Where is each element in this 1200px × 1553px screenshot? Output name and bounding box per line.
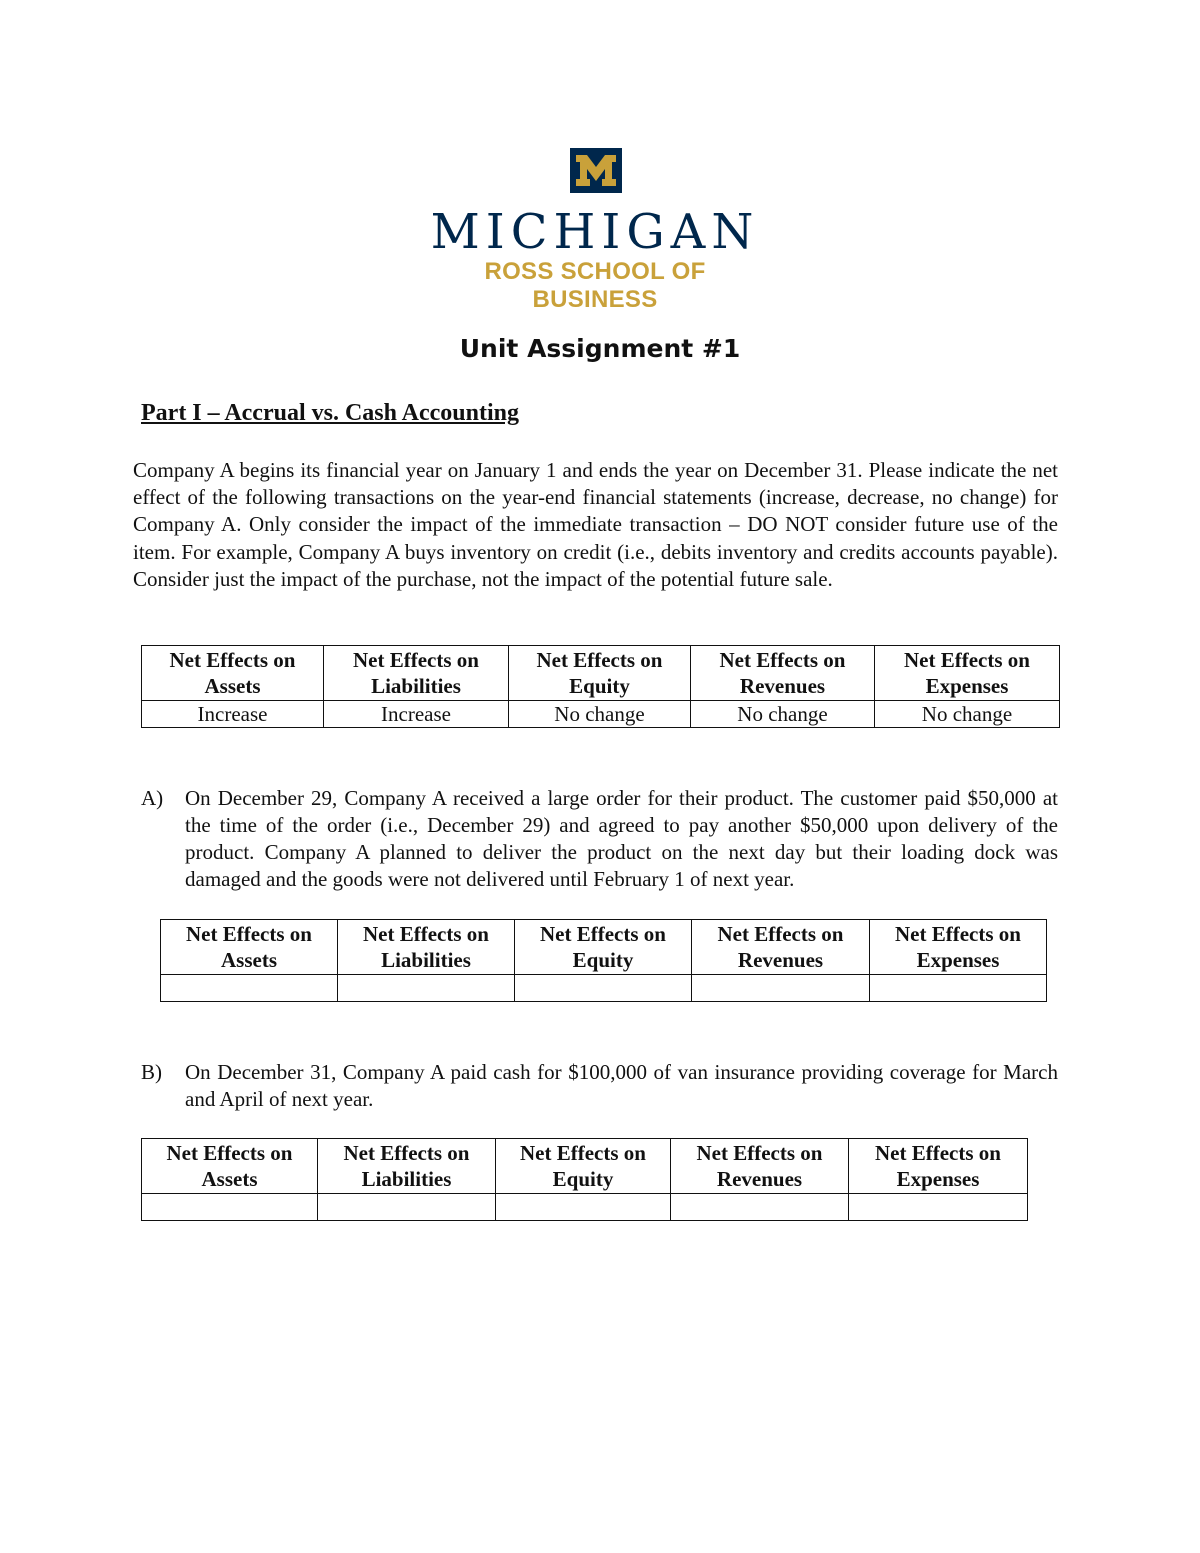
header-expenses: Net Effects on Expenses: [870, 920, 1047, 975]
header-equity: Net Effects on Equity: [496, 1139, 671, 1194]
header-assets: Net Effects on Assets: [161, 920, 338, 975]
question-a: [141, 785, 1058, 895]
part-heading: Part I – Accrual vs. Cash Accounting: [141, 400, 519, 426]
header-equity: Net Effects on Equity: [515, 920, 692, 975]
header-equity: Net Effects on Equity: [509, 646, 691, 701]
header-assets: Net Effects on Assets: [142, 1139, 318, 1194]
question-b: [141, 1059, 1058, 1115]
table-row: [142, 1194, 1028, 1221]
header-liabilities: Net Effects on Liabilities: [324, 646, 509, 701]
answer-cell-equity[interactable]: [515, 975, 692, 1002]
header-revenues: Net Effects on Revenues: [691, 646, 875, 701]
header-revenues: Net Effects on Revenues: [671, 1139, 849, 1194]
table-row: [142, 701, 1060, 728]
document-title: Unit Assignment #1: [459, 334, 741, 363]
header-liabilities: Net Effects on Liabilities: [338, 920, 515, 975]
answer-cell-equity[interactable]: [496, 1194, 671, 1221]
answer-cell-expenses[interactable]: [870, 975, 1047, 1002]
question-a-label: A): [141, 786, 164, 810]
header-expenses: Net Effects on Expenses: [875, 646, 1060, 701]
cell-expenses: No change: [875, 701, 1060, 728]
block-m-emblem: [570, 148, 622, 193]
answer-cell-revenues[interactable]: [671, 1194, 849, 1221]
cell-revenues: No change: [691, 701, 875, 728]
answer-cell-expenses[interactable]: [849, 1194, 1028, 1221]
question-a-effects-table: [160, 919, 1047, 1002]
header-revenues: Net Effects on Revenues: [692, 920, 870, 975]
table-row: [161, 975, 1047, 1002]
intro-paragraph: Company A begins its financial year on January 1 and ends the year on December 31. Please indicate the net effect of the following transactions on the year-end financial statements (increase, decrease, no change) for Company A. Only consider the impact of the immediate transaction – DO NOT consider future use of the item. For example, Company A buys inventory on credit (i.e., debits inventory and credits accounts payable). Consider just the impact of the purchase, not the impact of the potential future sale.: [133, 458, 1058, 591]
table-header-row: [142, 646, 1060, 701]
logo-wordmark: MICHIGAN: [430, 204, 760, 260]
block-m-icon: [575, 154, 617, 187]
example-effects-table: [141, 645, 1060, 728]
header-expenses: Net Effects on Expenses: [849, 1139, 1028, 1194]
logo-school-name: ROSS SCHOOL OF BUSINESS: [484, 258, 706, 313]
table-header-row: [161, 920, 1047, 975]
cell-assets: Increase: [142, 701, 324, 728]
question-a-text: On December 29, Company A received a large order for their product. The customer paid $50,000 at the time of the order (i.e., December 29) and agreed to pay another $50,000 upon delivery of the product. Company A planned to deliver the product on the next day but their loading dock was damaged and the goods were not delivered until February 1 of next year.: [185, 786, 1058, 891]
cell-equity: No change: [509, 701, 691, 728]
answer-cell-revenues[interactable]: [692, 975, 870, 1002]
answer-cell-liabilities[interactable]: [318, 1194, 496, 1221]
header-assets: Net Effects on Assets: [142, 646, 324, 701]
table-header-row: [142, 1139, 1028, 1194]
cell-liabilities: Increase: [324, 701, 509, 728]
question-b-text: On December 31, Company A paid cash for $100,000 of van insurance providing coverage for March and April of next year.: [185, 1060, 1058, 1111]
question-b-effects-table: [141, 1138, 1028, 1221]
answer-cell-assets[interactable]: [161, 975, 338, 1002]
header-liabilities: Net Effects on Liabilities: [318, 1139, 496, 1194]
answer-cell-assets[interactable]: [142, 1194, 318, 1221]
question-b-label: B): [141, 1060, 162, 1084]
answer-cell-liabilities[interactable]: [338, 975, 515, 1002]
